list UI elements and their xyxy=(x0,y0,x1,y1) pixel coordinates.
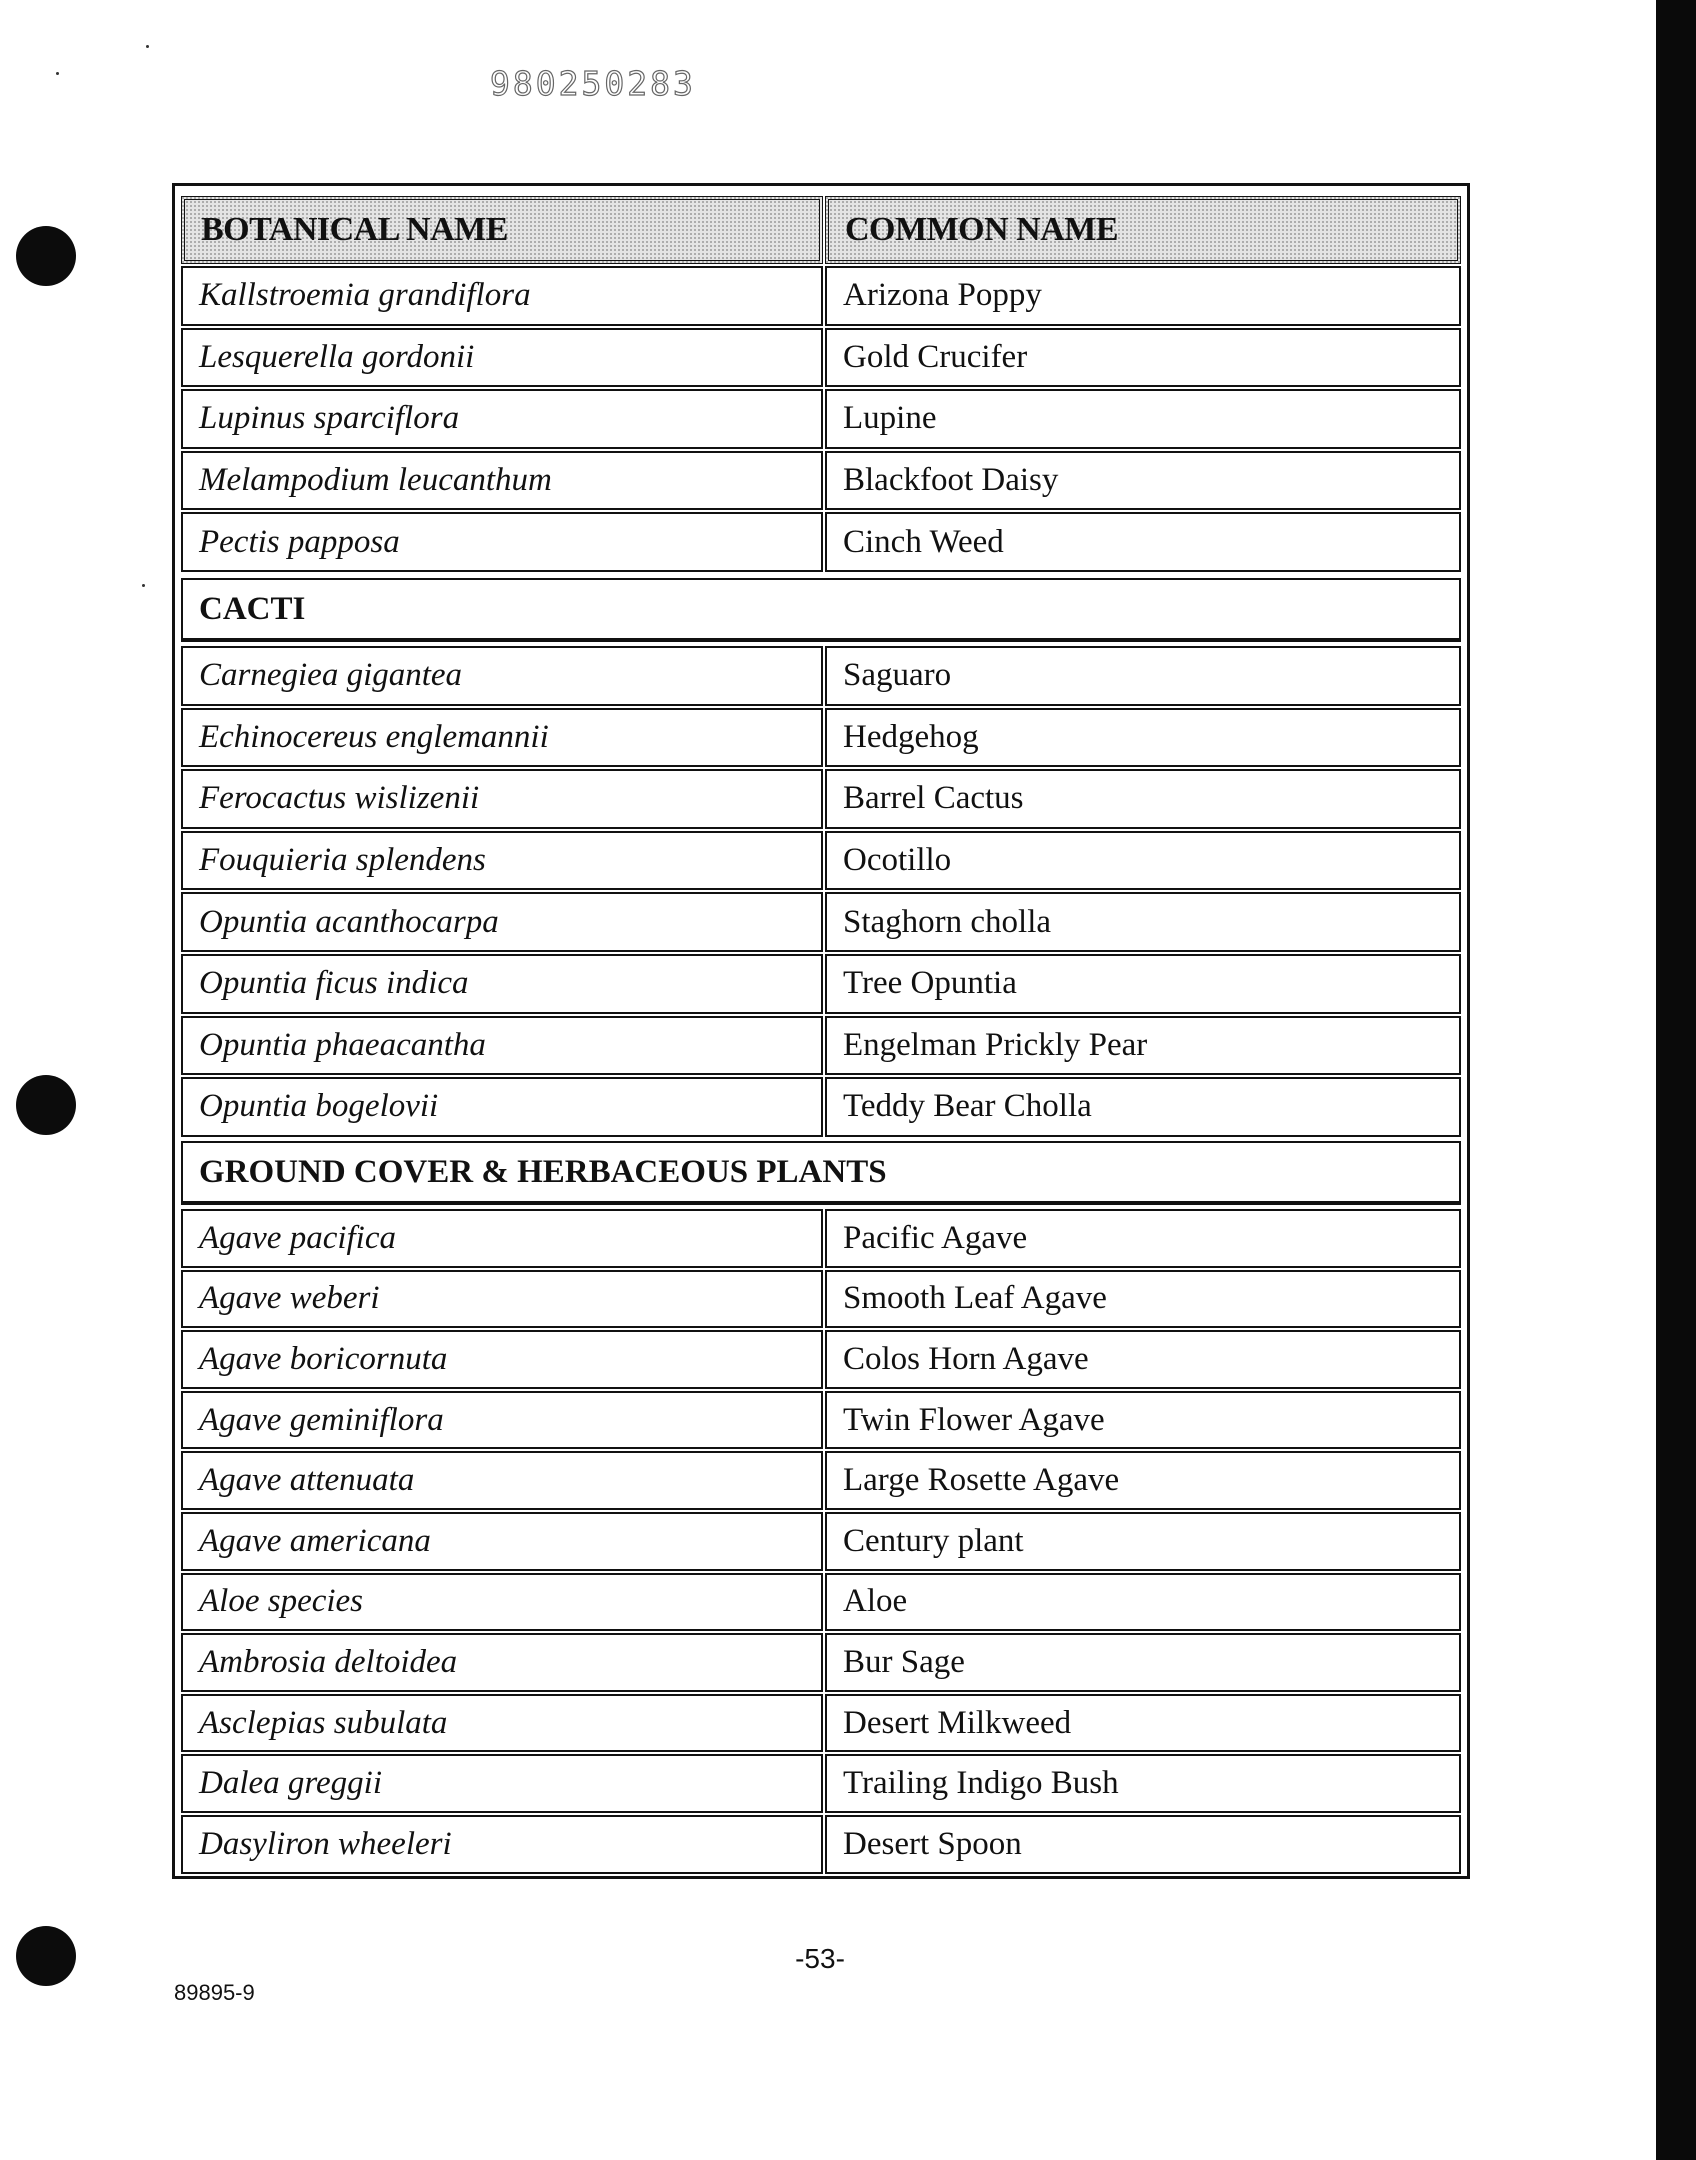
document-id-text: 980250283 xyxy=(490,64,696,103)
common-name-cell: Large Rosette Agave xyxy=(825,1451,1461,1510)
table-row xyxy=(181,1077,1461,1137)
scan-edge-shadow xyxy=(1656,0,1696,2160)
table-row xyxy=(181,1694,1461,1753)
botanical-name-cell: Agave attenuata xyxy=(181,1451,823,1510)
common-name-cell: Bur Sage xyxy=(825,1633,1461,1692)
botanical-name-cell: Asclepias subulata xyxy=(181,1694,823,1753)
botanical-name-cell: Pectis papposa xyxy=(181,512,823,572)
botanical-name-cell: Echinocereus englemannii xyxy=(181,708,823,768)
common-name-cell: Smooth Leaf Agave xyxy=(825,1270,1461,1329)
botanical-name-cell: Carnegiea gigantea xyxy=(181,646,823,706)
table-row xyxy=(181,512,1461,572)
scan-speck xyxy=(56,72,59,75)
table-row xyxy=(181,328,1461,388)
table-row xyxy=(181,1633,1461,1692)
common-name-cell: Aloe xyxy=(825,1573,1461,1632)
botanical-name-cell: Agave americana xyxy=(181,1512,823,1571)
common-name-cell: Gold Crucifer xyxy=(825,328,1461,388)
botanical-name-cell: Dalea greggii xyxy=(181,1754,823,1813)
table-row xyxy=(181,389,1461,449)
table-row xyxy=(181,1512,1461,1571)
table-row xyxy=(181,708,1461,768)
common-name-cell: Saguaro xyxy=(825,646,1461,706)
section-header-ground-cover: GROUND COVER & HERBACEOUS PLANTS xyxy=(181,1141,1461,1205)
table-row xyxy=(181,1573,1461,1632)
common-name-cell: Desert Spoon xyxy=(825,1815,1461,1874)
table-row xyxy=(181,451,1461,511)
common-name-cell: Ocotillo xyxy=(825,831,1461,891)
common-name-cell: Desert Milkweed xyxy=(825,1694,1461,1753)
section-header-row xyxy=(181,1141,1461,1205)
scan-speck xyxy=(142,584,145,587)
common-name-cell: Hedgehog xyxy=(825,708,1461,768)
botanical-name-cell: Ambrosia deltoidea xyxy=(181,1633,823,1692)
common-name-cell: Teddy Bear Cholla xyxy=(825,1077,1461,1137)
table-row xyxy=(181,1815,1461,1874)
common-name-cell: Barrel Cactus xyxy=(825,769,1461,829)
table-row xyxy=(181,1451,1461,1510)
botanical-name-cell: Dasyliron wheeleri xyxy=(181,1815,823,1874)
section-header-row xyxy=(181,578,1461,642)
table-row xyxy=(181,892,1461,952)
common-name-cell: Arizona Poppy xyxy=(825,266,1461,326)
header-botanical-name: BOTANICAL NAME xyxy=(181,196,823,264)
botanical-name-cell: Agave weberi xyxy=(181,1270,823,1329)
table-header-row xyxy=(181,196,1461,264)
botanical-name-cell: Melampodium leucanthum xyxy=(181,451,823,511)
table-row xyxy=(181,1270,1461,1329)
common-name-cell: Cinch Weed xyxy=(825,512,1461,572)
table-row xyxy=(181,1391,1461,1450)
botanical-name-cell: Fouquieria splendens xyxy=(181,831,823,891)
common-name-cell: Tree Opuntia xyxy=(825,954,1461,1014)
table-row xyxy=(181,1330,1461,1389)
table-row xyxy=(181,266,1461,326)
common-name-cell: Lupine xyxy=(825,389,1461,449)
section-header-cacti: CACTI xyxy=(181,578,1461,642)
header-common-name: COMMON NAME xyxy=(825,196,1461,264)
common-name-cell: Colos Horn Agave xyxy=(825,1330,1461,1389)
common-name-cell: Blackfoot Daisy xyxy=(825,451,1461,511)
table-row xyxy=(181,646,1461,706)
table-row xyxy=(181,769,1461,829)
punch-hole-middle xyxy=(16,1075,76,1135)
botanical-name-cell: Opuntia phaeacantha xyxy=(181,1016,823,1076)
botanical-name-cell: Agave pacifica xyxy=(181,1209,823,1268)
botanical-name-cell: Aloe species xyxy=(181,1573,823,1632)
common-name-cell: Engelman Prickly Pear xyxy=(825,1016,1461,1076)
scan-speck xyxy=(146,45,149,48)
table-row xyxy=(181,1016,1461,1076)
common-name-cell: Century plant xyxy=(825,1512,1461,1571)
table-row xyxy=(181,1209,1461,1268)
botanical-name-cell: Ferocactus wislizenii xyxy=(181,769,823,829)
botanical-name-cell: Opuntia ficus indica xyxy=(181,954,823,1014)
botanical-name-cell: Lesquerella gordonii xyxy=(181,328,823,388)
common-name-cell: Trailing Indigo Bush xyxy=(825,1754,1461,1813)
table-row xyxy=(181,954,1461,1014)
common-name-cell: Staghorn cholla xyxy=(825,892,1461,952)
botanical-name-cell: Opuntia bogelovii xyxy=(181,1077,823,1137)
page-number: -53- xyxy=(795,1943,845,1974)
table-row xyxy=(181,1754,1461,1813)
table-row xyxy=(181,831,1461,891)
botanical-name-cell: Lupinus sparciflora xyxy=(181,389,823,449)
document-id-stamp xyxy=(490,64,696,103)
botanical-name-cell: Kallstroemia grandiflora xyxy=(181,266,823,326)
punch-hole-top xyxy=(16,226,76,286)
plant-table xyxy=(172,183,1470,1879)
form-code: 89895-9 xyxy=(174,1980,255,2005)
botanical-name-cell: Opuntia acanthocarpa xyxy=(181,892,823,952)
common-name-cell: Pacific Agave xyxy=(825,1209,1461,1268)
botanical-name-cell: Agave boricornuta xyxy=(181,1330,823,1389)
common-name-cell: Twin Flower Agave xyxy=(825,1391,1461,1450)
botanical-name-cell: Agave geminiflora xyxy=(181,1391,823,1450)
